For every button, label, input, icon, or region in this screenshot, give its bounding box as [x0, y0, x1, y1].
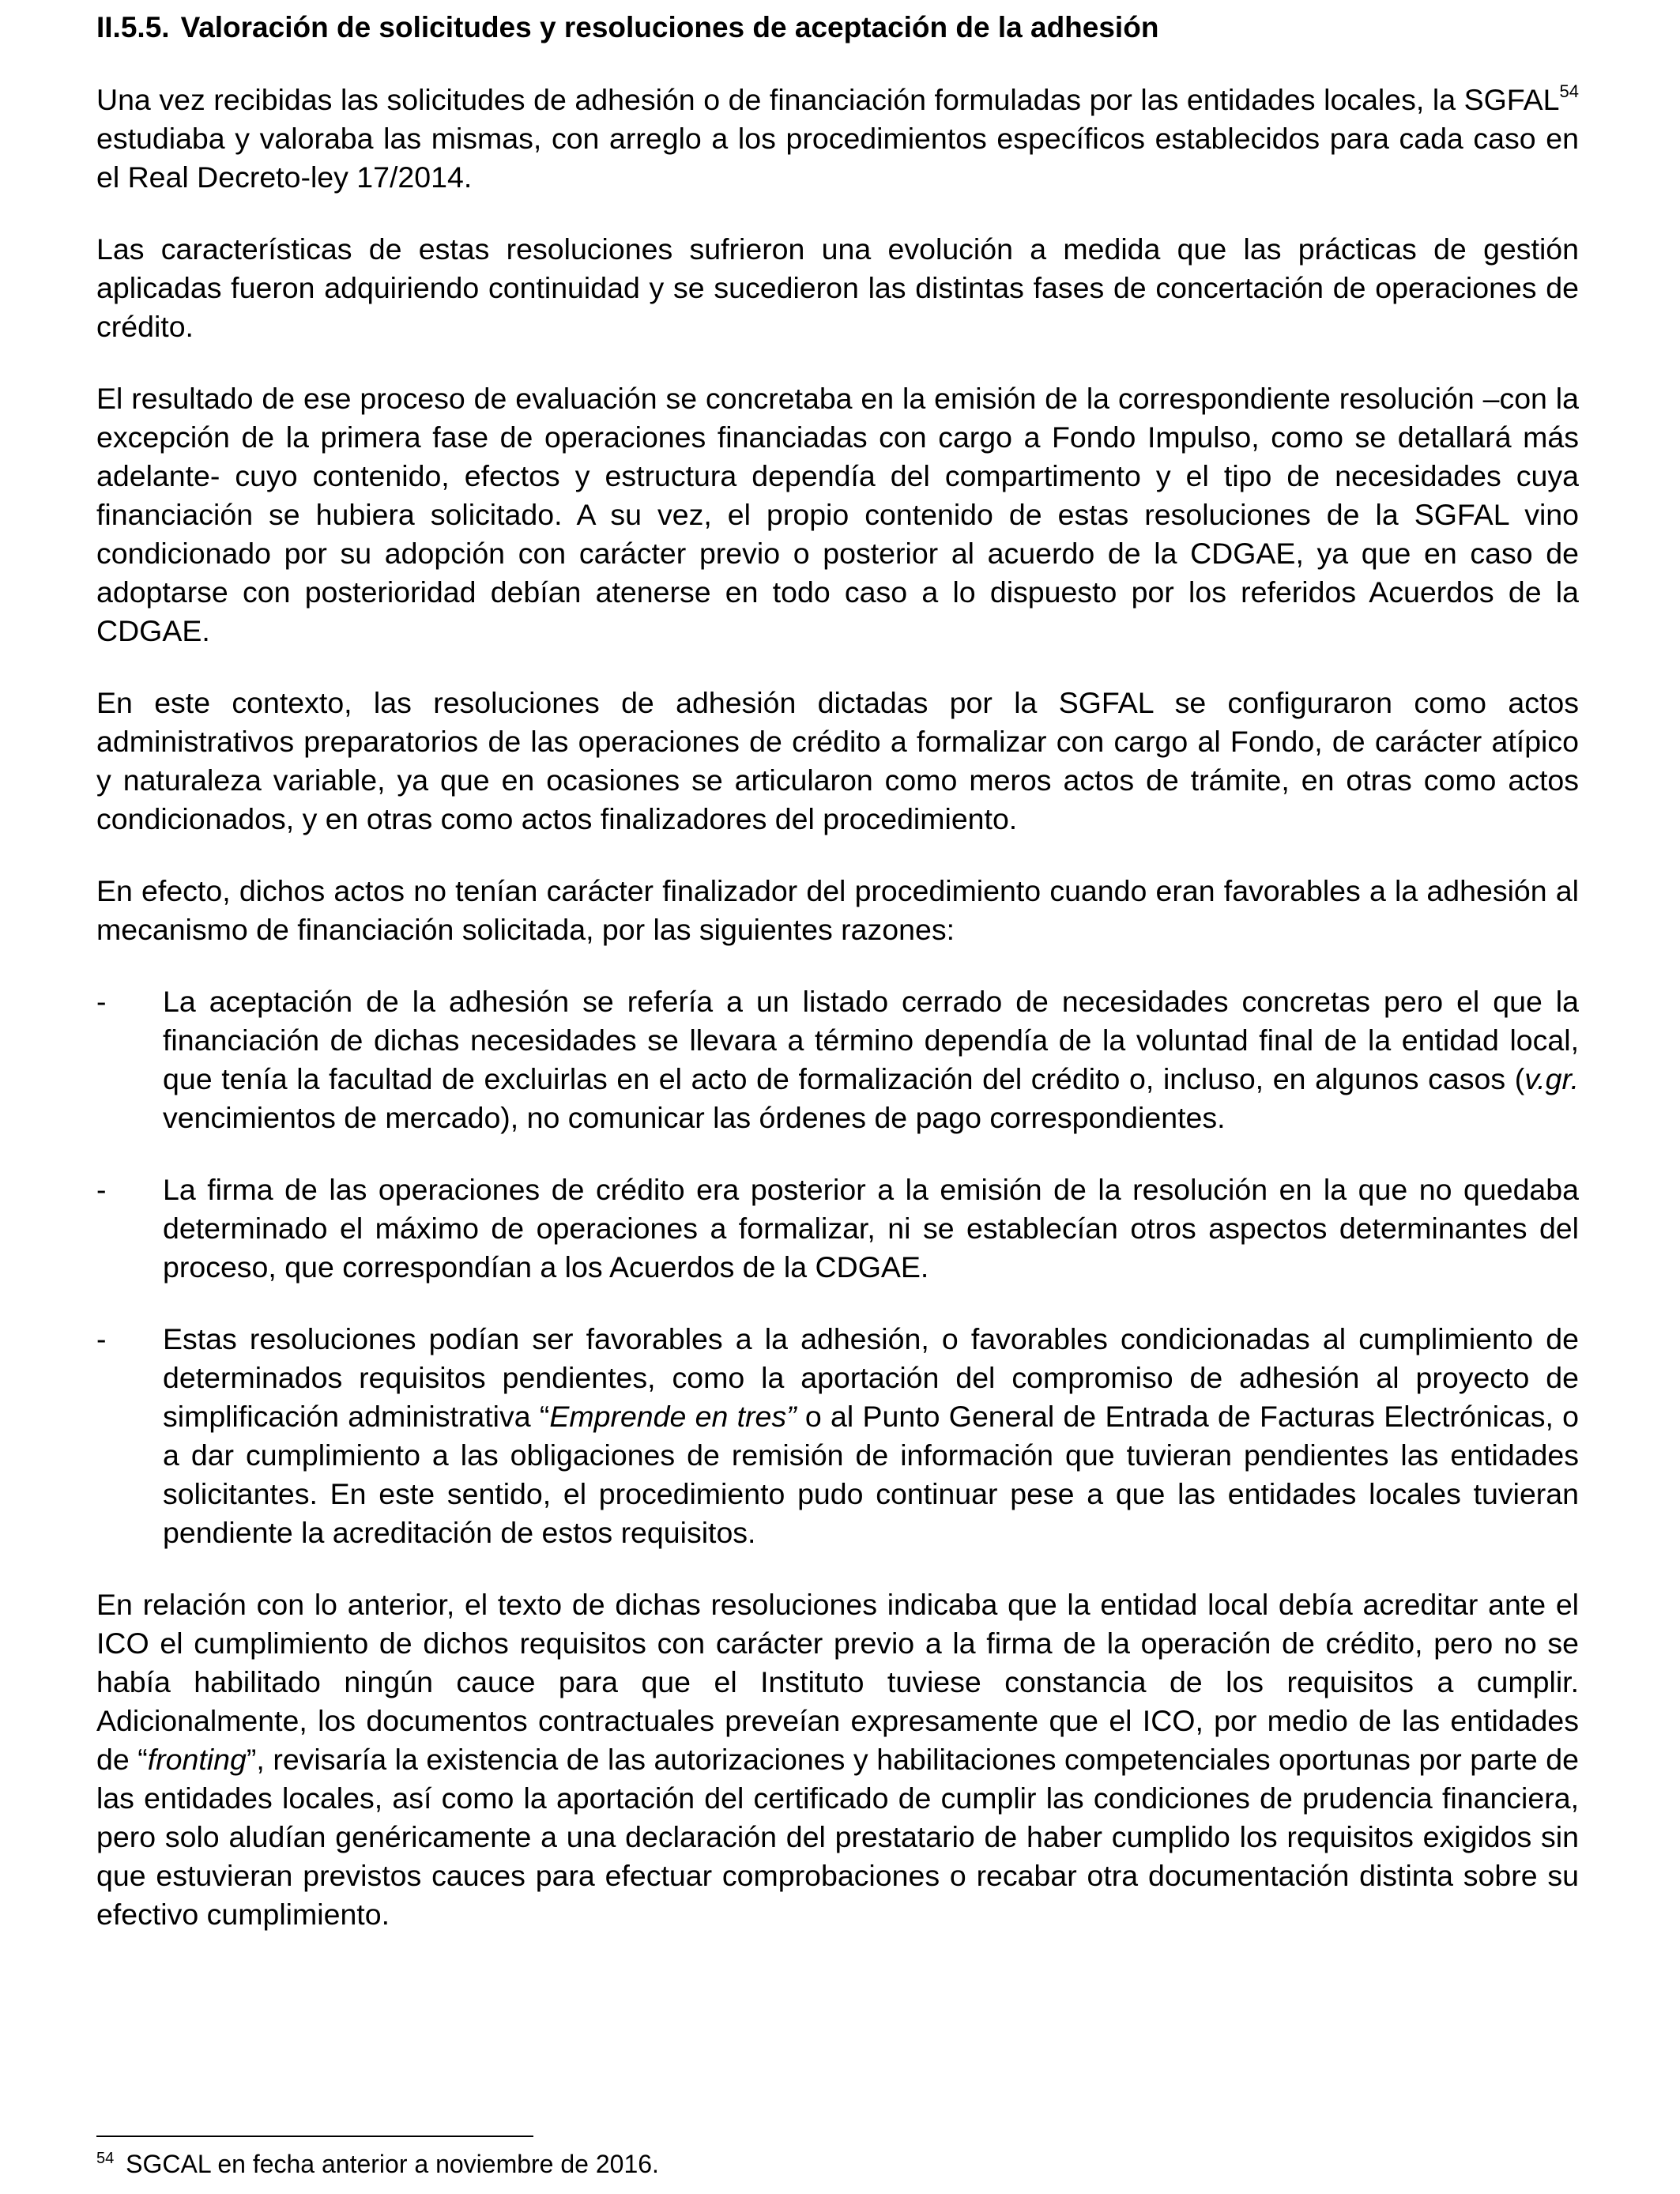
footnote-text: SGCAL en fecha anterior a noviembre de 2016. [119, 2150, 659, 2178]
paragraph-5: En efecto, dichos actos no tenían carácter finalizador del procedimiento cuando eran favorables a la adhesión al mecanismo de financiación solicitada, por las siguientes razones: [96, 874, 1579, 946]
paragraph-1 [96, 81, 1579, 197]
paragraph-1-text-a: Una vez recibidas las solicitudes de adhesión o de financiación formuladas por las entidades locales, la SGFAL [96, 83, 1560, 116]
reasons-list [96, 982, 1579, 1552]
list-item-3-text-b: o al Punto General de Entrada de Facturas Electrónicas, o a dar cumplimiento a las obligaciones de remisión de información que tuvieran pendientes las entidades solicitantes. En este sentido, el procedimiento pudo continuar pese a que las entidades locales tuvieran pendiente la acreditación de estos requisitos. [163, 1400, 1579, 1549]
paragraph-6-text-b: ”, revisaría la existencia de las autorizaciones y habilitaciones competenciales oportunas por parte de las entidades locales, así como la aportación del certificado de cumplir las condiciones de prudencia financiera, pero solo aludían genéricamente a una declaración del prestatario de haber cumplido los requisitos exigidos sin que estuvieran previstos cauces para efectuar comprobaciones o recabar otra documentación distinta sobre su efectivo cumplimiento. [96, 1743, 1579, 1931]
paragraph-4: En este contexto, las resoluciones de adhesión dictadas por la SGFAL se configuraron como actos administrativos preparatorios de las operaciones de crédito a formalizar con cargo al Fondo, de carácter atípico y naturaleza variable, ya que en ocasiones se articularon como meros actos de trámite, en otras como actos condicionados, y en otras como actos finalizadores del procedimiento. [96, 686, 1579, 835]
list-item-3-text-a: Estas resoluciones podían ser favorables a la adhesión, o favorables condicionadas al cumplimiento de determinados requisitos pendientes, como la aportación del compromiso de adhesión al proyecto de simplificación administrativa “ [163, 1322, 1579, 1433]
section-heading [96, 8, 1579, 47]
list-item [96, 1320, 1579, 1552]
list-item-3-italic: Emprende en tres” [549, 1400, 797, 1433]
dash-bullet: - [96, 985, 107, 1018]
section-title: Valoración de solicitudes y resoluciones de aceptación de la adhesión [180, 11, 1159, 43]
dash-bullet: - [96, 1322, 107, 1355]
footnote-reference[interactable]: 54 [1559, 81, 1579, 101]
footnote [96, 2147, 659, 2181]
list-item [96, 982, 1579, 1137]
paragraph-3: El resultado de ese proceso de evaluación se concretaba en la emisión de la correspondiente resolución –con la excepción de la primera fase de operaciones financiadas con cargo a Fondo Impulso, como se detallará más adelante- cuyo contenido, efectos y estructura dependía del compartimento y el tipo de necesidades cuya financiación se hubiera solicitado. A su vez, el propio contenido de estas resoluciones de la SGFAL vino condicionado por su adopción con carácter previo o posterior al acuerdo de la CDGAE, ya que en caso de adoptarse con posterioridad debían atenerse en todo caso a lo dispuesto por los referidos Acuerdos de la CDGAE. [96, 382, 1579, 647]
paragraph-6-text-a: En relación con lo anterior, el texto de dichas resoluciones indicaba que la entidad local debía acreditar ante el ICO el cumplimiento de dichos requisitos con carácter previo a la firma de la operación de crédito, pero no se había habilitado ningún cauce para que el Instituto tuviese constancia de los requisitos a cumplir. Adicionalmente, los documentos contractuales preveían expresamente que el ICO, por medio de las entidades de “ [96, 1588, 1579, 1776]
document-page [96, 8, 1579, 1934]
section-number: II.5.5. [96, 11, 170, 43]
paragraph-2: Las características de estas resoluciones sufrieron una evolución a medida que las prácticas de gestión aplicadas fueron adquiriendo continuidad y se sucedieron las distintas fases de concertación de operaciones de crédito. [96, 232, 1579, 343]
dash-bullet: - [96, 1173, 107, 1206]
paragraph-6 [96, 1585, 1579, 1934]
list-item-2-text: La firma de las operaciones de crédito era posterior a la emisión de la resolución en la que no quedaba determinado el máximo de operaciones a formalizar, ni se establecían otros aspectos determinantes del proceso, que correspondían a los Acuerdos de la CDGAE. [163, 1173, 1579, 1284]
paragraph-1-text-b: estudiaba y valoraba las mismas, con arreglo a los procedimientos específicos establecidos para cada caso en el Real Decreto-ley 17/2014. [96, 122, 1579, 194]
list-item-1-italic: v.gr. [1524, 1062, 1579, 1095]
footnote-divider [96, 2136, 533, 2137]
paragraph-6-italic: fronting [147, 1743, 247, 1776]
list-item-1-text-b: vencimientos de mercado), no comunicar las órdenes de pago correspondientes. [163, 1101, 1226, 1134]
list-item [96, 1171, 1579, 1287]
footnote-number: 54 [96, 2150, 115, 2167]
list-item-1-text-a: La aceptación de la adhesión se refería a un listado cerrado de necesidades concretas pero el que la financiación de dichas necesidades se llevara a término dependía de la voluntad final de la entidad local, que tenía la facultad de excluirlas en el acto de formalización del crédito o, incluso, en algunos casos ( [163, 985, 1579, 1095]
